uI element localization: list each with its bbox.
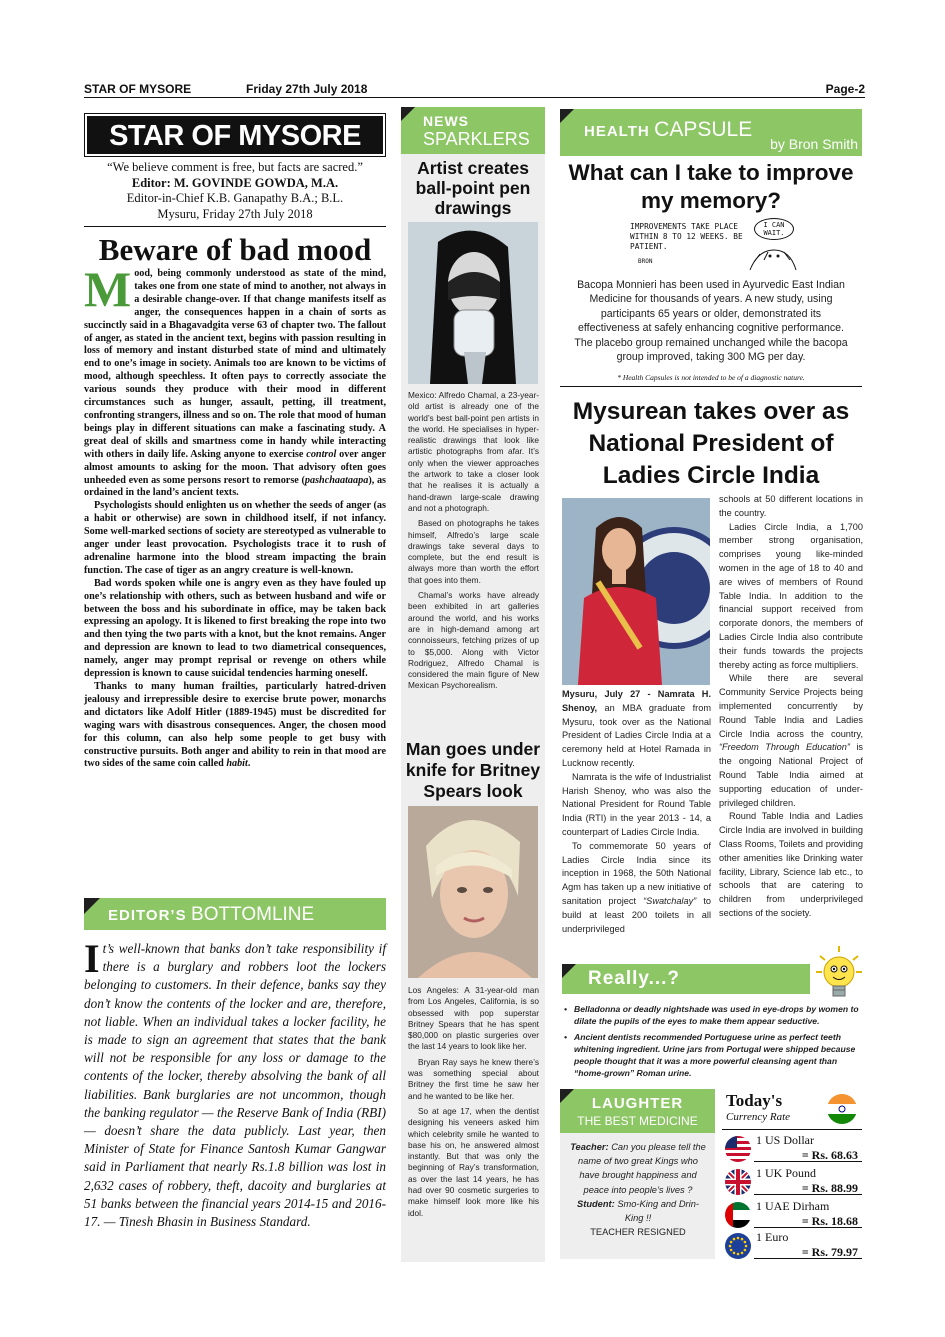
bullet-icon: •: [564, 1031, 568, 1042]
really-corner: [562, 964, 576, 978]
editorial-p4-lead: Thanks to many human frailties, particularly hatred-driven jealousy and irrepressible desire to exercise brute power, monarchs and dictators like Adolf Hitler (1889-1945) must be discredited for waging wars with disastrous consequences. Anger, the chosen mood for this column, can also help some people to get busy with constructive pursuits. Both anger and ability to rein in that mood are two sides of the same coin called: [84, 681, 386, 770]
bottomline-label-b: BOTTOMLINE: [191, 904, 315, 925]
header-page-number: Page-2: [825, 82, 865, 96]
currency-divider: [722, 1129, 862, 1130]
sparklers-label-b: SPARKLERS: [423, 129, 530, 149]
currency-value: = Rs. 18.68: [801, 1214, 858, 1228]
cartoon-figure: [746, 240, 800, 274]
currency-row-eur: [722, 1230, 862, 1262]
sparklers-story2-body: [408, 985, 539, 1219]
editorial-p1-mid: over anger almost amounts to asking for the moon. That advisory often goes unheeded even as some persons resort to remorse (: [84, 448, 386, 486]
masthead-editor-in-chief: Editor-in-Chief K.B. Ganapathy B.A.; B.L.: [126, 191, 344, 206]
masthead-title: STAR OF MYSORE: [87, 116, 383, 154]
lci-p3-b: to build at least 200 toilets in all underprivileged: [562, 895, 712, 934]
header-paper-name: STAR OF MYSORE: [84, 82, 192, 96]
eu-flag-icon: [724, 1232, 752, 1260]
really-banner: [562, 964, 810, 994]
health-byline: by Bron Smith: [770, 136, 858, 152]
bottomline-banner: [84, 898, 386, 930]
editorial-p1-lead: ood, being commonly understood as state of the mind, takes one from one state of mind to another, not always in a desirable change-over. If that change manifests itself as anger, the consequences happen in a chain of sorts as succinctly said in a Bhagavadgita verse 63 of chapter two. The fallout of anger, as stated in the ancient text, begins with passion resulting in loss of memory and instant disturbed state of mind and ultimately end to one’s image in society. Animals too are known to be victims of mood, although speechless. It often pays to correctly associate the various sounds they produce with their mood in different circumstances such as hunger, assault, petting, ill treatment, confronting strangers, illness and so on. The role that mood of human beings play in different situations can make a fascinating study. A great deal of skills and smartness come in handy while interacting with others in daily life. Asking anyone to exercise: [84, 268, 386, 460]
currency-value: = Rs. 68.63: [801, 1148, 858, 1162]
really-item-text: Belladonna or deadly nightshade was used in eye-drops by women to dilate the pupils of the eyes to make them appear seductive.: [574, 1004, 859, 1027]
currency-name: 1 UAE Dirham: [756, 1199, 830, 1213]
editorial-dropcap: M: [84, 261, 132, 317]
masthead-editor: Editor: M. GOVINDE GOWDA, M.A.: [131, 175, 339, 190]
sparklers-story1-p2: Based on photographs he takes himself, Alfredo’s large scale drawings take several days to complete, but the end result is always more than worth the effort that goes into them.: [408, 518, 539, 585]
health-cartoon: [630, 218, 800, 274]
bullet-icon: •: [564, 1004, 568, 1014]
laughter-footer: TEACHER RESIGNED: [590, 1227, 686, 1238]
masthead-motto: “We believe comment is free, but facts are sacred.”: [107, 160, 363, 174]
row-rule: [754, 1194, 862, 1195]
currency-name: 1 UK Pound: [756, 1166, 817, 1180]
bottomline-label: [108, 904, 314, 926]
sparklers-story2-p3: So at age 17, when the dentist designing his veneers asked him which celebrity smile he wanted to base his on, he answered almost instantly. But that was only the beginning of Ray’s transformation, as over the last 14 years, he has had over 90 cosmetic surgeries to make himself look more like his idol.: [408, 1105, 539, 1218]
editorial-body: [84, 261, 386, 771]
currency-value: = Rs. 79.97: [801, 1245, 858, 1259]
laughter-label-b: THE BEST MEDICINE: [577, 1114, 698, 1128]
sparklers-label-a: NEWS: [423, 113, 469, 129]
lci-r3-a: While there are several Community Service Projects being implemented concurrently by Round Table India and Ladies Circle India across the country,: [719, 673, 863, 739]
bottomline-dropcap: I: [84, 936, 100, 981]
really-label: Really...?: [588, 968, 681, 989]
britney-lookalike-photo: [408, 806, 538, 978]
uk-flag-icon: [724, 1168, 752, 1196]
health-corner: [560, 109, 574, 123]
lci-headline: Mysurean takes over as National President of Ladies Circle India: [572, 398, 850, 489]
currency-box: [722, 1089, 862, 1262]
health-headline: What can I take to improve my memory?: [568, 160, 854, 213]
editorial-headline: Beware of bad mood: [98, 232, 372, 267]
health-label-a: HEALTH: [584, 123, 650, 140]
currency-value: = Rs. 88.99: [801, 1181, 858, 1195]
artist-drawing-photo: [408, 222, 538, 384]
row-rule: [754, 1227, 862, 1228]
health-divider: [560, 386, 862, 387]
editorial-p1-end: ), as ordained in the land’s ancient texts.: [84, 474, 386, 499]
really-item: [562, 1003, 862, 1028]
lci-p2: Namrata is the wife of Industrialist Harish Shenoy, who was also the National President for Round Table India (RTI) in the year 2013 - 14, a counterpart of Ladies Circle India.: [562, 771, 711, 837]
sparklers-story1-p1: Mexico: Alfredo Chamal, a 23-year-old artist is already one of the world’s best ball-point pen artists in the world. He specialises in hyper-realistic drawings that look like artistic photographs from afar. It’s only when the viewer approaches the artwork to take a closer look that he realises it is actually a hand-drawn large-scale drawing and not a photograph.: [408, 390, 539, 513]
us-flag-icon: [724, 1135, 752, 1163]
currency-row-usd: [722, 1133, 862, 1165]
really-item: [562, 1031, 862, 1080]
masthead-info: [84, 160, 386, 222]
lci-r3-em: “Freedom Through Education”: [719, 742, 850, 753]
bottomline-label-a: EDITOR’S: [108, 907, 187, 924]
health-label-b: CAPSULE: [654, 118, 753, 141]
artist-drawing-image: [408, 222, 538, 384]
india-flag-icon: [826, 1093, 858, 1125]
britney-lookalike-image: [408, 806, 538, 978]
sparklers-story1-p3: Chamal’s works have already been exhibited in art galleries around the world, and his works are in high-demand among art connoisseurs, fetching prizes of up to $5,000. Along with Victor Rodriguez, Alfredo Chamal is considered the main figure of New Mexican Psychorealism.: [408, 590, 539, 691]
lci-lead-bold: Mysuru, July 27 - Namrata H. Shenoy,: [562, 689, 711, 713]
laughter-teacher: [568, 1140, 708, 1197]
teacher-text: Can you please tell the name of two great Kings who have brought happiness and peace into people’s lives ?: [578, 1142, 706, 1195]
row-rule: [754, 1161, 862, 1162]
sparklers-banner: [401, 107, 545, 154]
really-item-text: Ancient dentists recommended Portuguese urine as perfect teeth whitening ingredient. Urine jars from Portugal were shipped because people thought that it was a more powerful cleansing agent than “home-grown” Roman urine.: [574, 1031, 856, 1079]
laughter-label-a: LAUGHTER: [591, 1095, 684, 1112]
namrata-image: [562, 498, 710, 685]
lci-p1: an MBA graduate from Mysuru, took over as the National President of Ladies Circle India at a ceremony held at Hotel Ramada in Lucknow recently.: [562, 702, 711, 768]
bottomline-text: t’s well-known that banks don’t take responsibility if there is a burglary and robbers loot the lockers belonging to customers. In their defence, banks say they don’t know the contents of the locker and are, therefore, not liable. When an individual takes a locker facility, he is made to sign an agreement that states that the bank will not be responsible for any loss or damage to the contents of the locker, thereby absolving the bank of all liabilities. Bank burglaries are not uncommon, though the banking regulator — the Reserve Bank of India (RBI) — doesn’t share the data publicly. Last year, then Minister of State for Finance Santosh Kumar Gangwar said in Parliament that nearly Rs.1.8 billion was lost in 2,632 cases of robbery, theft, dacoity and burglaries at 51 banks between the financial years 2014-15 and 2016-17. — Tinesh Bhasin in Business Standard.: [84, 941, 386, 1230]
lightbulb-icon: [814, 944, 864, 1002]
health-body: Bacopa Monnieri has been used in Ayurvedic East Indian Medicine for thousands of years. A new study, using participants 65 years or older, demonstrated its effectiveness at safely enhancing cognitive performance. The placebo group remained unchanged while the bacopa group improved, taking 300 MG per day.: [574, 279, 848, 364]
currency-row-gbp: [722, 1166, 862, 1198]
currency-name: 1 US Dollar: [756, 1133, 814, 1147]
health-label: [584, 118, 752, 142]
laughter-banner: [560, 1089, 715, 1133]
cartoon-bubble: [754, 218, 794, 240]
editorial-p4-em: habit: [226, 758, 248, 770]
page-header: [84, 82, 865, 98]
masthead-divider: [84, 226, 386, 227]
teacher-label: Teacher:: [570, 1142, 609, 1152]
namrata-photo: [562, 498, 710, 685]
header-date: Friday 27th July 2018: [246, 82, 368, 96]
sparklers-story2-headline: Man goes under knife for Britney Spears look: [405, 739, 541, 801]
sparklers-story1-body: [408, 390, 539, 692]
cartoon-signature: BRON: [638, 258, 653, 265]
cartoon-caption: IMPROVEMENTS TAKE PLACE WITHIN 8 TO 12 WEEKS. BE PATIENT.: [630, 222, 743, 251]
currency-title: Today's: [726, 1091, 783, 1110]
laughter-body: [568, 1140, 708, 1239]
sparklers-story2-p2: Bryan Ray says he knew there’s was something special about Britney the first time he saw her and he wanted to be like her.: [408, 1056, 539, 1101]
student-text: Smo-King and Drin-King !!: [614, 1198, 699, 1224]
currency-name: 1 Euro: [756, 1230, 789, 1244]
currency-row-aed: [722, 1199, 862, 1231]
sparklers-corner: [401, 107, 415, 121]
lci-r2: Ladies Circle India, a 1,700 member strong organisation, comprises young like-minded women in the age of 18 to 40 and are wives of members of Round Table India. In addition to the financial support received from corporate donors, the members of Ladies Circle India also contribute their funds towards the projects thereby acting as force multipliers.: [719, 521, 863, 670]
uae-flag-icon: [724, 1201, 752, 1229]
lci-body-right: [719, 493, 863, 921]
sparklers-story1-headline: Artist creates ball-point pen drawings: [415, 158, 531, 218]
really-list: [562, 1003, 862, 1080]
editorial-p1-em2: pashchaataapa: [304, 474, 369, 486]
lci-p3-em: “Swatchalay”: [643, 895, 697, 906]
health-disclaimer: * Health Capsules is not intended to be of a diagnostic nature.: [617, 373, 805, 382]
row-rule: [754, 1258, 862, 1259]
lci-r1: schools at 50 different locations in the country.: [719, 494, 863, 518]
bottomline-body: [84, 936, 386, 1231]
lci-body-left: [562, 688, 711, 936]
bottomline-corner: [84, 898, 100, 914]
editorial-p4-end: .: [247, 758, 251, 770]
lci-r3-b: is the ongoing National Project of Round Table India aimed at supporting education of under-privileged children.: [719, 742, 864, 808]
editorial-p2: Psychologists should enlighten us on whether the seeds of anger (as a habit or otherwise) are sown in childhood itself, if not infancy. Some well-marked sections of society are stereotyped as vulnerable to anger under least provocation. Psychologists trace it to rush of adrenaline harmone into the blood stream impacting the brain function. The case of tiger as an angry creature is well-known.: [84, 500, 386, 576]
lci-p3-a: To commemorate 50 years of Ladies Circle India since its inception in 1968, the 50th National Agm has taken up a new initiative of sanitation project: [562, 840, 711, 906]
student-label: Student:: [577, 1198, 615, 1209]
health-banner: [560, 109, 862, 156]
cartoon-bubble-text: I CAN WAIT.: [763, 221, 785, 237]
sparklers-story2-p1: Los Angeles: A 31-year-old man from Los Angeles, California, is so obsessed with pop superstar Britney Spears that he has spent $80,000 on plastic surgeries over the last 14 years to look like her.: [408, 985, 539, 1052]
masthead-box: [84, 113, 386, 157]
lci-r4: Round Table India and Ladies Circle India are involved in building Class Rooms, Toilets and providing other amenities like Drinking water facility, Library, Science lab etc., to schools that are catering to children from underprivileged sections of the society.: [719, 811, 863, 918]
editorial-p3: Bad words spoken while one is angry even as they have fouled up one’s relationship with others, such as between husband and wife or between the boss and his subordinate in office, may be taken back expressing an apology. It is likened to first breaking the rope into two and then tying the two parts with a knot, but the knot remains. Anger and depression are known to lead to two diametrical consequences, namely, anger may prompt reprisal or revenge on others while depression is known to cause suicidal tendencies harming oneself.: [84, 577, 386, 680]
currency-subtitle: Currency Rate: [726, 1111, 791, 1123]
editorial-p1-em1: control: [306, 448, 337, 460]
masthead-dateline: Mysuru, Friday 27th July 2018: [157, 206, 313, 221]
laughter-student: [568, 1197, 708, 1225]
